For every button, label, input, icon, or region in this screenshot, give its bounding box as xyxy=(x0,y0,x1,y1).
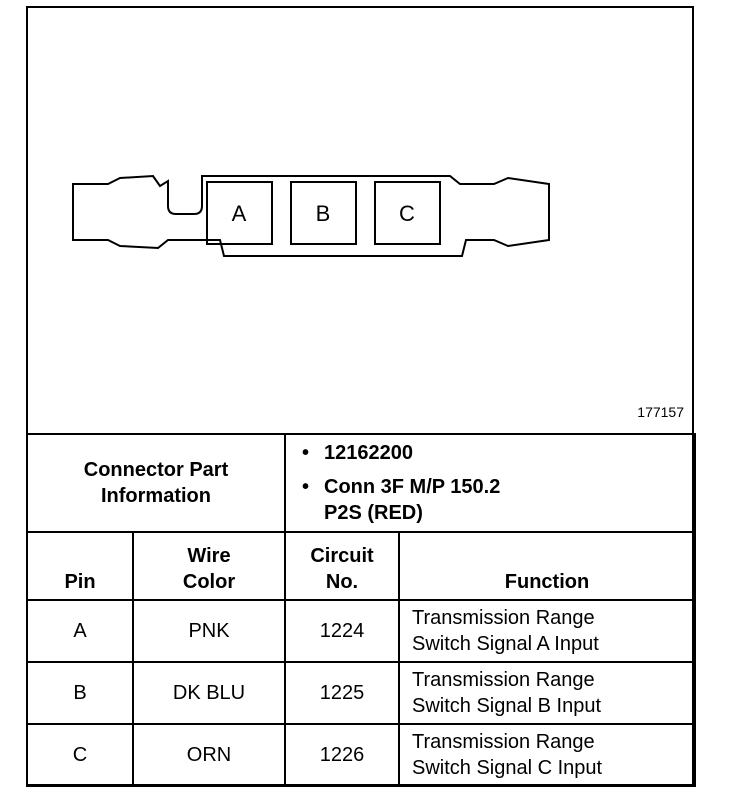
connector-diagram xyxy=(28,8,692,433)
function-cell: Transmission Range Switch Signal A Input xyxy=(399,600,695,662)
info-label xyxy=(27,434,285,532)
info-item-connector-cont: P2S (RED) xyxy=(324,502,423,524)
table-row xyxy=(27,724,695,786)
circuit-cell: 1225 xyxy=(285,662,399,724)
info-label-line2: Information xyxy=(101,485,211,507)
connector-table xyxy=(26,433,696,787)
header-pin: Pin xyxy=(27,532,133,600)
circuit-cell: 1224 xyxy=(285,600,399,662)
table-row xyxy=(27,662,695,724)
wire-color-cell: ORN xyxy=(133,724,285,786)
connector-frame xyxy=(26,6,694,786)
pin-label-a: A xyxy=(231,201,247,226)
info-item-part-number: • 12162200 xyxy=(302,442,413,464)
function-cell: Transmission Range Switch Signal C Input xyxy=(399,724,695,786)
function-cell: Transmission Range Switch Signal B Input xyxy=(399,662,695,724)
pin-label-b: B xyxy=(315,201,331,226)
pin-label-c: C xyxy=(399,201,415,226)
circuit-cell: 1226 xyxy=(285,724,399,786)
info-row xyxy=(27,434,695,532)
header-circuit: Circuit No. xyxy=(285,532,399,600)
info-list xyxy=(285,434,695,532)
pin-cell: B xyxy=(27,662,133,724)
info-item-connector: • Conn 3F M/P 150.2 xyxy=(302,476,501,498)
pin-cell: C xyxy=(27,724,133,786)
header-row xyxy=(27,532,695,600)
table-row xyxy=(27,600,695,662)
header-function: Function xyxy=(399,532,695,600)
wire-color-cell: DK BLU xyxy=(133,662,285,724)
pin-cell: A xyxy=(27,600,133,662)
connector-drawing xyxy=(28,8,692,433)
wire-color-cell: PNK xyxy=(133,600,285,662)
header-wire-color: Wire Color xyxy=(133,532,285,600)
info-label-line1: Connector Part xyxy=(83,459,229,481)
figure-number: 177157 xyxy=(637,404,684,420)
